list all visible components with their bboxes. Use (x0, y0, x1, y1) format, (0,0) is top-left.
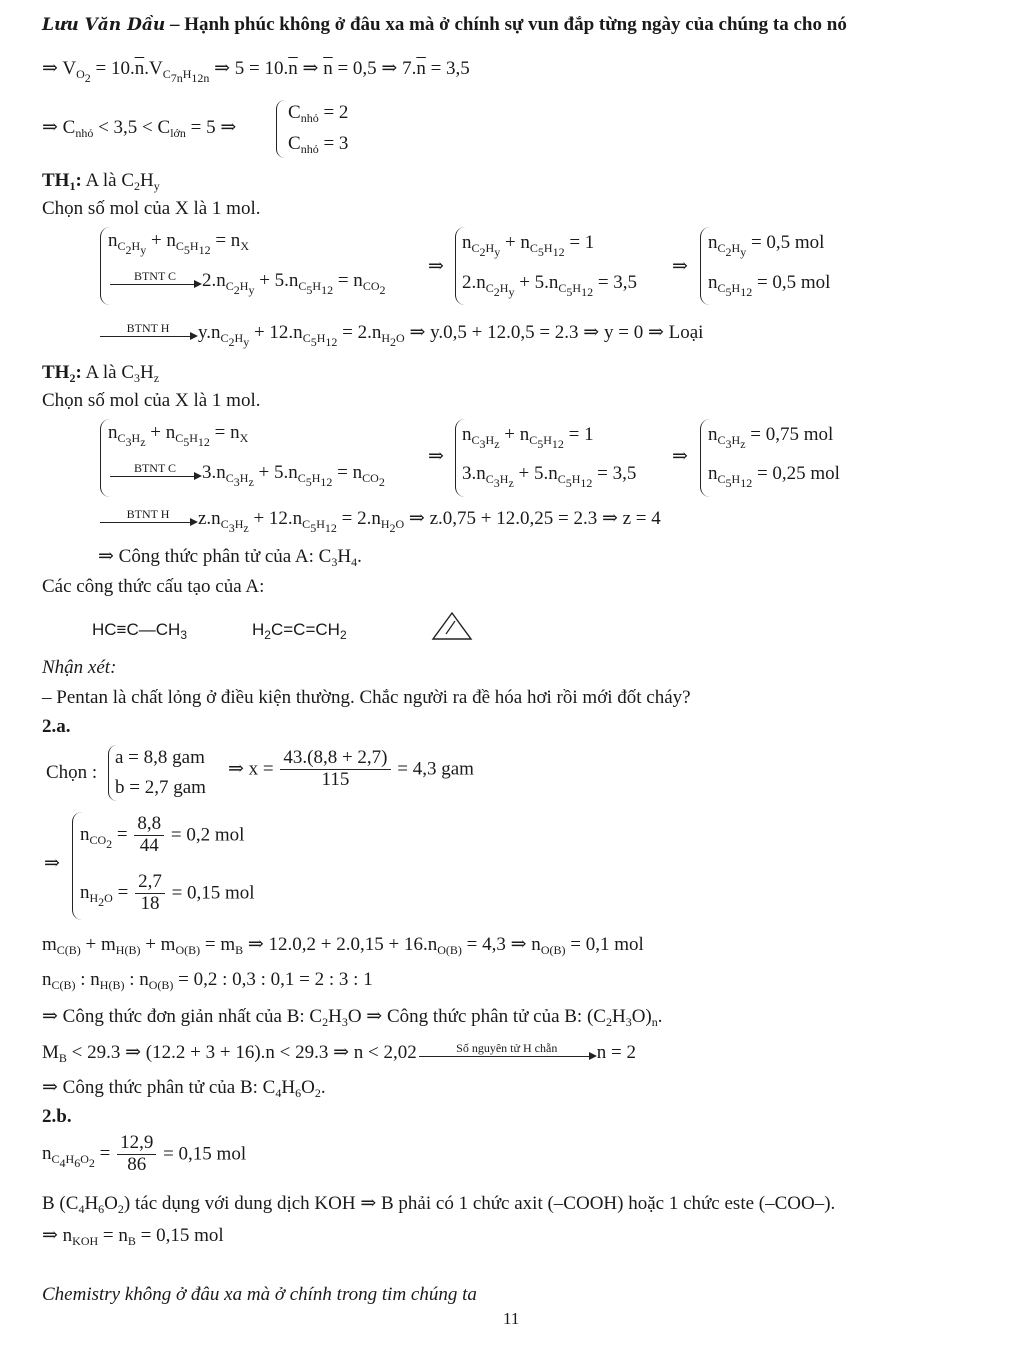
th2-formula: ⇒ Công thức phân tử của A: $C_3H_4$. (98, 546, 362, 569)
th2-sys3-line1: $n_{C_3H_z} = 0,75$ mol (708, 424, 834, 451)
author-name: Lưu Văn Dầu (42, 15, 166, 35)
section-2b-title: 2.b. (42, 1106, 72, 1127)
equation-2: ⇒ $C_{nhỏ} < 3,5 < C_{lớn} = 5$ ⇒ (42, 117, 237, 140)
page-number: 11 (503, 1309, 520, 1328)
th1-sys3-line1: $n_{C_2H_y} = 0,5$ mol (708, 232, 825, 259)
molecular-formula: ⇒ Công thức phân tử của B: $C_4H_6O_2$. (42, 1077, 326, 1100)
footer-quote: Chemistry không ở đâu xa mà ở chính trong tim chúng ta (42, 1284, 477, 1305)
co2-moles: $n_{CO_2}$ = $\frac{8,8}{44}$ = 0,2 mol (80, 813, 245, 856)
header-quote: – Hạnh phúc không ở đâu xa mà ở chính sự vun đắp từng ngày của chúng ta cho nó (165, 14, 847, 35)
koh-statement: B $(C_4H_6O_2)$ tác dụng với dung dịch KOH ⇒ B phải có 1 chức axit (–COOH) hoặc 1 chức este (–COO–). (42, 1193, 836, 1216)
empirical-formula: ⇒ Công thức đơn giản nhất của B: $C_2H_3O$ ⇒ Công thức phân tử của B: $(C_2H_3O)_n$. (42, 1006, 663, 1029)
implies: ⇒ (44, 853, 60, 874)
th1-sys1-line2: BTNT C $2.n_{C_2H_y} + 5.n_{C_5H_{12}} = n_{CO_2}$ (108, 270, 385, 292)
remark-text: – Pentan là chất lỏng ở điều kiện thường. Chắc người ra đề hóa hơi rồi mới đốt cháy? (42, 687, 691, 708)
molar-mass-equation: $M_B < 29.3$ ⇒ (12.2 + 3 + 16).n < 29.3 ⇒ n < 2,02 Số nguyên tử H chẵn n = 2 (42, 1041, 636, 1065)
b-moles: $n_{C_4H_6O_2}$ = $\frac{12,9}{86}$ = 0,15 mol (42, 1132, 247, 1175)
th1-title: $TH_1$: A là $C_2H_y$ (42, 170, 160, 193)
th2-title: $TH_2$: A là $C_3H_z$ (42, 362, 160, 385)
value-a: a = 8,8 gam (115, 747, 205, 768)
th2-sys1-line2: BTNT C $3.n_{C_3H_z} + 5.n_{C_5H_{12}} = n_{CO_2}$ (108, 462, 385, 484)
th2-sys2-line1: $n_{C_3H_z} + n_{C_5H_{12}} = 1$ (462, 424, 594, 451)
implies: ⇒ (672, 446, 688, 467)
mole-ratio: $n_{C(B)}$ : $n_{H(B)}$ : $n_{O(B)} = 0,2$ : 0,3 : 0,1 = 2 : 3 : 1 (42, 969, 373, 992)
th1-sys2-line1: $n_{C_2H_y} + n_{C_5H_{12}} = 1$ (462, 232, 595, 259)
implies: ⇒ (428, 256, 444, 277)
th2-h-equation: BTNT H $z.n_{C_3H_z} + 12.n_{C_5H_{12}} = 2.n_{H_2O}$ ⇒ z.0,75 + 12.0,25 = 2.3 ⇒ z = 4 (98, 508, 661, 530)
choose-label: Chọn : (46, 762, 98, 783)
th2-sys2-line2: $3.n_{C_3H_z} + 5.n_{C_5H_{12}} = 3,5$ (462, 463, 637, 490)
page-header (42, 14, 847, 36)
structure-propyne: $HC\equiv C—CH_3$ (92, 620, 187, 642)
structures-title: Các công thức cấu tạo của A: (42, 576, 265, 597)
case-1: $C_{nhỏ} = 2$ (288, 102, 349, 125)
cyclopropene-icon (430, 610, 474, 642)
value-b: b = 2,7 gam (115, 777, 206, 798)
th1-h-equation: BTNT H $y.n_{C_2H_y} + 12.n_{C_5H_{12}} = 2.n_{H_2O}$ ⇒ y.0,5 + 12.0,5 = 2.3 ⇒ y = 0 ⇒ Loại (98, 322, 703, 344)
implies: ⇒ (672, 256, 688, 277)
equation-1: ⇒ $V_{O_2} = 10.\overline{n}.V_{C_{7n}H_{12n}}$ ⇒ $5 = 10.\overline{n}$ ⇒ $\overline{n} = 0,5$ ⇒ $7.\overline{n} = 3,5$ (42, 58, 470, 85)
th1-sys1-line1: $n_{C_2H_y} + n_{C_5H_{12}} = n_X$ (108, 230, 249, 257)
structure-allene: $H_2C=C=CH_2$ (252, 620, 347, 642)
mass-equation: $m_{C(B)} + m_{H(B)} + m_{O(B)} = m_B$ ⇒ $12.0,2 + 2.0,15 + 16.n_{O(B)} = 4,3$ ⇒ $n_{O(B)} = 0,1$ mol (42, 934, 644, 957)
th2-sys3-line2: $n_{C_5H_{12}} = 0,25$ mol (708, 463, 840, 490)
th1-choose: Chọn số mol của X là 1 mol. (42, 198, 261, 219)
koh-moles: ⇒ $n_{KOH} = n_B = 0,15$ mol (42, 1225, 224, 1248)
th1-sys2-line2: $2.n_{C_2H_y} + 5.n_{C_5H_{12}} = 3,5$ (462, 272, 638, 299)
case-2: $C_{nhỏ} = 3$ (288, 133, 349, 156)
th1-sys3-line2: $n_{C_5H_{12}} = 0,5$ mol (708, 272, 831, 299)
btnt-c-label: BTNT C (133, 269, 177, 283)
th2-sys1-line1: $n_{C_3H_z} + n_{C_5H_{12}} = n_X$ (108, 422, 249, 449)
remark-title: Nhận xét: (42, 657, 117, 678)
btnt-h-label: BTNT H (126, 321, 170, 335)
x-equation: ⇒ x = $\frac{43.(8,8 + 2,7)}{115}$ = 4,3 gam (228, 747, 474, 790)
section-2a-title: 2.a. (42, 716, 71, 737)
case-bracket (276, 100, 285, 158)
h2o-moles: $n_{H_2O}$ = $\frac{2,7}{18}$ = 0,15 mol (80, 871, 255, 914)
th2-choose: Chọn số mol của X là 1 mol. (42, 390, 261, 411)
implies: ⇒ (428, 446, 444, 467)
